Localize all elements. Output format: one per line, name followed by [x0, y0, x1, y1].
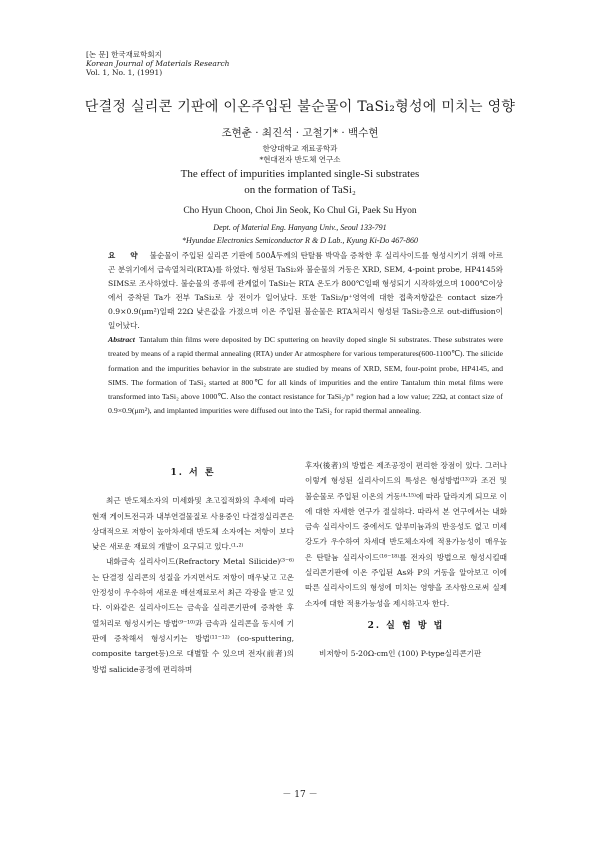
- journal-name-ko: [논 문] 한국재료학회지: [86, 50, 162, 59]
- abstract-ko-text: 불순물이 주입된 실리콘 기판에 500Å두께의 탄탈륨 박막을 증착한 후 실리사이드를 형성시키기 위해 아르곤 분위기에서 급속열처리(RTA)를 하였다. 형성된 TaSi₂와 불순물의 거동은 XRD, SEM, 4-point probe, HP4145와 SIMS로 조사하였다. 불순물의 종류에 관계없이 TaSi₂는 RTA 온도가 800℃일때 형성되기 시작하였으며 1000℃이상에서 증착된 Ta가 전부 TaSi₂로 상 전이가 일어났다. 또한 TaSi₂/p⁺영역에 대한 접촉저항값은 contact size가 0.9×0.9(μm²)일때 22Ω 낮은값을 가졌으며 이온 주입된 불순물은 RTA처리시 형성된 TaSi₂층으로 out-diffusion이 일어났다.: [108, 251, 503, 330]
- authors-english: Cho Hyun Choon, Choi Jin Seok, Ko Chul Gi, Paek Su Hyon: [183, 206, 417, 216]
- affiliation-ko-2: *현대전자 반도체 연구소: [259, 155, 341, 164]
- page-number: － 17 －: [282, 790, 318, 800]
- title-english: [0, 166, 600, 198]
- abstract-english: [108, 333, 503, 419]
- section-2-paragraph-1: 비저항이 5-20Ω-cm인 (100) P-type실리콘기판: [319, 649, 482, 659]
- section-1-paragraph-2: 내화금속 실리사이드(Refractory Metal Silicide)⁽³⁻⁶⁾는 단결정 실리콘의 성질을 가지면서도 저항이 매우낮고 고온안정성이 우수하여 새로운 배선재료로서 최근 각광을 받고 있다. 이와같은 실리사이드는 금속을 실리콘기판에 증착한 후 열처리로 형성시키는 방법⁽⁹⁻¹⁰⁾과 금속과 실리콘을 동시에 기판에 증착해서 형성시키는 방법⁽¹¹⁻¹²⁾ (co-sputtering, composite target등)으로 대별할 수 있으며 전자(前者)의 방법 salicide공정에 편리하며: [92, 557, 294, 674]
- affiliation-en-1: Dept. of Material Eng. Hanyang Univ., Seoul 133-791: [213, 223, 387, 232]
- abstract-ko-label: 요 약: [108, 251, 144, 260]
- section-1-paragraph-3: 후자(後者)의 방법은 제조공정이 편리한 장점이 있다. 그러나 이렇게 형성된 실리사이드의 특성은 형성방법⁽¹³⁾과 조건 및 불순물로 주입된 이온의 거동⁽⁴·¹⁵⁾에 따라 달라지게 되므로 이에 대한 자세한 연구가 절실하다. 따라서 본 연구에서는 내화금속 실리사이드 중에서도 알루미늄과의 반응성도 없고 미세강도가 우수하여 차세대 반도체소자에 적용가능성이 매우높은 탄탈늄 실리사이드⁽¹⁶⁻¹⁸⁾를 전자의 방법으로 형성시킬때 실리콘기판에 이온 주입된 As와 P의 거동을 알아보고 이에 따른 실리사이드의 형성에 미치는 영향을 조사함으로써 실제소자에 대한 적용가능성을 제시하고자 한다.: [305, 461, 507, 608]
- journal-name-en: Korean Journal of Materials Research: [86, 59, 230, 68]
- body-column-right: [305, 458, 507, 662]
- abstract-en-text: Tantalum thin films were deposited by DC sputtering on heavily doped single Si substrates. These substrates were treated by means of a rapid thermal annealing (RTA) under Ar atmosphere for various temperatures(600-1100℃). The silicide formation and the impurities behavior in the substrate are studied by means of XRD, SEM, four-point probe, HP4145, and SIMS. The formation of TaSi₂ started at 800℃ for all kinds of impurities and the entire Tantalum thin metal films were transformed into TaSi₂ above 1000℃. Also the contact resistance for TaSi₂/p⁺ region had a low value; 22Ω, at contact size of 0.9×0.9(μm²), and implanted impurities were diffused out into the TaSi₂ for rapid thermal annealing.: [108, 335, 503, 416]
- affiliation-en-2: *Hyundae Electronics Semiconductor R & D Lab., Kyung Ki-Do 467-860: [182, 236, 418, 245]
- section-1-heading: 1. 서 론: [170, 468, 216, 478]
- affiliation-ko-1: 한양대학교 재료공학과: [262, 144, 338, 153]
- affiliations-english: [0, 221, 600, 247]
- authors-korean: 조현춘 · 최진석 · 고철기* · 백수현: [221, 127, 379, 139]
- section-2-heading: 2. 실 험 방 법: [367, 620, 445, 631]
- journal-volume: Vol. 1, No. 1, (1991): [86, 68, 163, 77]
- abstract-en-label: Abstract: [108, 335, 135, 344]
- title-en-line-2: on the formation of TaSi₂: [244, 184, 356, 196]
- abstract-korean: [108, 249, 503, 333]
- title-korean: 단결정 실리콘 기판에 이온주입된 불순물이 TaSi₂형성에 미치는 영향: [84, 99, 516, 115]
- title-en-line-1: The effect of impurities implanted single-Si substrates: [180, 168, 420, 180]
- section-1-paragraph-1: 최근 반도체소자의 미세화및 초고집적화의 추세에 따라 현재 게이트전극과 내부연결물질로 사용중인 다결정실리콘은 상대적으로 저항이 높아차세대 반도체 소자에는 저항이 보다 낮은 새로운 재료의 개발이 요구되고 있다.⁽¹·²⁾: [92, 496, 294, 552]
- body-column-left: [92, 458, 294, 677]
- journal-header: [86, 50, 229, 77]
- affiliations-korean: [0, 143, 600, 165]
